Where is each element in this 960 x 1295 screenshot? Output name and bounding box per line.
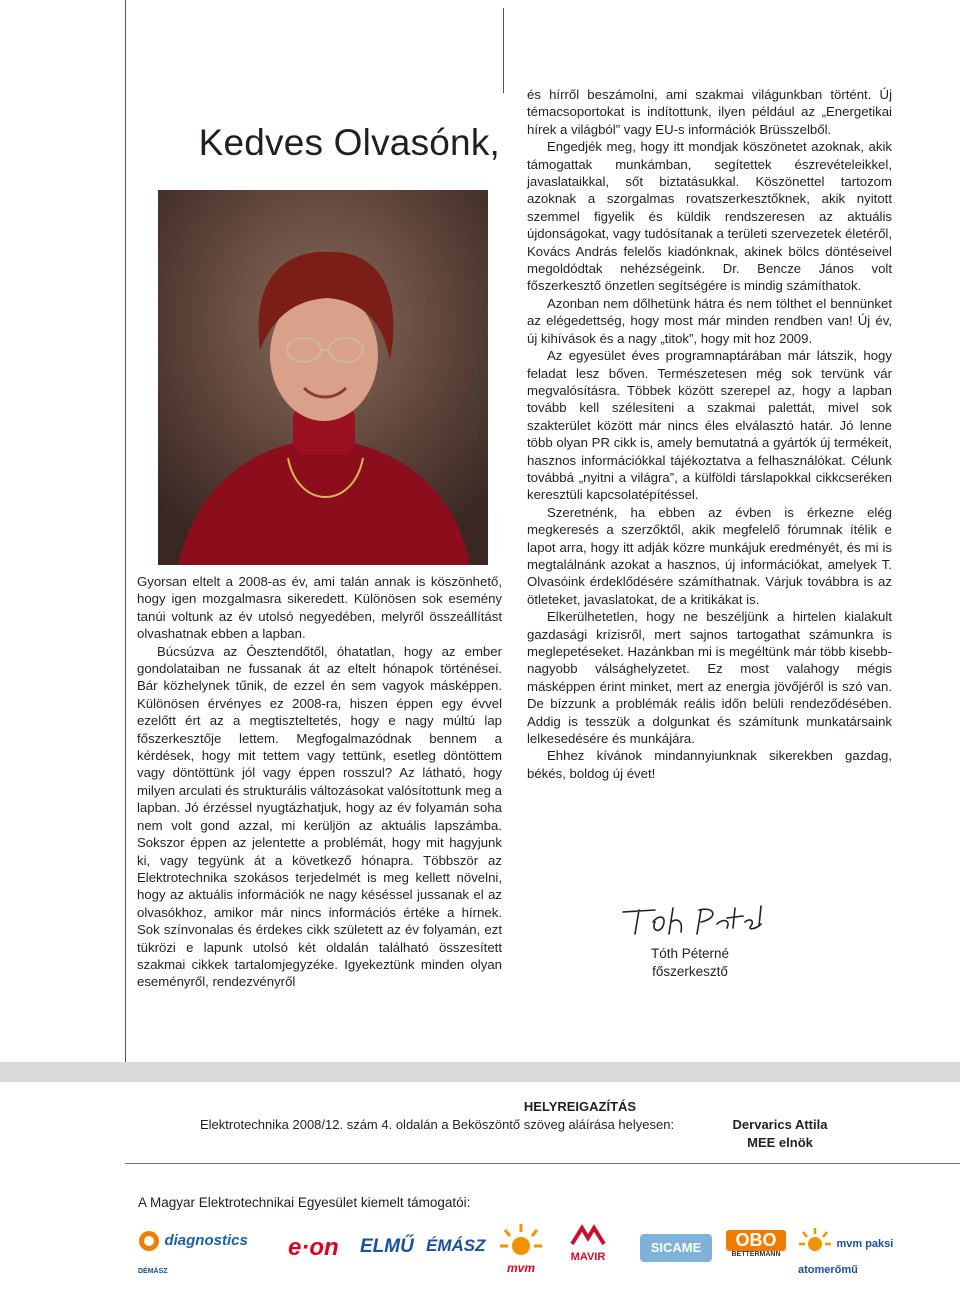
photo-credit: Fotó: szélagnes: [470, 369, 481, 440]
paragraph: Gyorsan eltelt a 2008-as év, ami talán annak is köszönhető, hogy igen mozgalmasra sikeredett. Különösen sok esemény tanúi voltunk az év utolsó negyedében, melyről összeállítást olvashatnak ebben a lapban.: [137, 574, 502, 642]
svg-text:mvm: mvm: [506, 1261, 536, 1275]
obo-logo: OBO BETTERMANN: [726, 1230, 786, 1258]
signature-role: főszerkesztő: [652, 964, 728, 979]
left-text-column: [137, 573, 502, 991]
sponsor-logos: [138, 1222, 950, 1282]
elmu-logo: ELMŰ: [360, 1236, 414, 1257]
column-divider-left: [125, 0, 126, 1062]
mavir-logo: MAVIR: [548, 1224, 628, 1263]
paragraph: Elkerülhetetlen, hogy ne beszéljünk a hirtelen kialakult gazdasági krízisről, mert sajnos tartogathat számunkra is meglepetéseket. Hazánkban mi is megéltünk már több kisebb-nagyobb válsághelyzetet. Ez most valahogy mégis másképpen érint minket, mert az energia jövőjéről is szó van. De bízzunk a problémák reális időn belüli rendeződésében. Addig is tesszük a dolgunkat és számítunk munkatársaink lelkesedésére és munkájára.: [527, 609, 892, 747]
column-divider-middle: [503, 8, 504, 93]
signature-name: Tóth Péterné: [650, 946, 730, 961]
paragraph: és hírről beszámolni, ami szakmai világunkban történt. Új témacsoportokat is indítottunk, ilyen például az „Energetikai hírek a világból” vagy EU-s információk Brüsszelből.: [527, 87, 892, 137]
diagnostics-logo: diagnostics DÉMÁSZ: [138, 1232, 248, 1275]
handwritten-signature: [615, 900, 765, 940]
emasz-logo: ÉMÁSZ: [426, 1236, 486, 1255]
sponsors-label: A Magyar Elektrotechnikai Egyesület kiemelt támogatói:: [138, 1195, 471, 1210]
correction-title: HELYREIGAZÍTÁS: [523, 1099, 637, 1114]
paragraph: Engedjék meg, hogy itt mondjak köszönetet azoknak, akik támogattak munkámban, segítettek észrevételeikkel, javaslataikkal, sőt biztatásukkal. Köszönettel tartozom azoknak a szorgalmas rovatszerkesztőknek, akik nyitott szemmel figyelik és küldik rendszeresen az aktuális újdonságokat, vagy tudósítanak a területi szervezetek életéről, Kovács András felelős kiadónknak, akinek bölcs döntéseivel megoldódtak nehézségeink. Dr. Bencze János volt főszerkesztő önzetlen segítségére is mindig számíthatok.: [527, 139, 892, 294]
paks-logo: mvm paksi atomerőmű: [798, 1226, 948, 1278]
right-text-column: [527, 86, 892, 782]
separator-band: [0, 1062, 960, 1082]
author-portrait-photo: [158, 190, 488, 565]
paragraph: Azonban nem dőlhetünk hátra és nem tölthet el bennünket az elégedettség, hogy most már minden rendben van! Új év, új kihívások és a nagy „titok”, hogy mit hoz 2009.: [527, 295, 892, 346]
mvm-logo: [498, 1222, 544, 1283]
page-title: Kedves Olvasónk,: [198, 122, 500, 163]
paragraph: Ehhez kívánok mindannyiunknak sikerekben gazdag, békés, boldog új évet!: [527, 748, 892, 781]
paragraph: Az egyesület éves programnaptárában már látszik, hogy feladat lesz bőven. Természetesen még sok tervünk vár megvalósításra. Többek között szerepel az, hogy a lapban tovább kell szélesíteni a szakmai palettát, mivel sok szakterület között már nincs éles elválasztó határ. Jó lenne több olyan PR cikk is, amely bemutatná a gyártók új termékeit, hasznos információkkal tájékoztatva a felhasználókat. Célunk továbbá „nyitni a világra”, a külföldi társlapokkal cikkcseréken keresztüli kapcsolatépítéssel.: [527, 348, 892, 503]
sicame-logo: SICAME: [640, 1234, 712, 1262]
paragraph: Szeretnénk, ha ebben az évben is érkezne elég megkeresés a szerzőktől, akik megfelelő fórumnak ítélik e lapot arra, hogy itt adják közre munkájuk eredményét, és mi is megtalálnánk azokat a hasznos, új információkat, amelyek T. Olvasóink érdeklődésére számíthatnak. Várjuk továbbra is az ötleteket, javaslatokat, de a kritikákat is.: [527, 504, 892, 607]
correction-text: Elektrotechnika 2008/12. szám 4. oldalán a Beköszöntő szöveg aláírása helyesen:: [200, 1117, 675, 1132]
divider-line: [125, 1163, 960, 1164]
signature-block: [600, 900, 780, 981]
eon-logo: e·on: [288, 1234, 339, 1261]
correction-notice: [200, 1098, 900, 1152]
correction-signer-role: MEE elnök: [747, 1135, 813, 1150]
paragraph: Búcsúzva az Óesztendőtől, óhatatlan, hogy az ember gondolataiban ne fussanak át az eltelt hónapok történései. Bár közhelynek tűnik, de ezzel én sem vagyok másképpen. Különösen érvényes ez 2008-ra, hiszen éppen egy évvel ezelőtt ért az a megtiszteltetés, hogy e nagy múltú lap főszerkesztője lettem. Megfogalmazódnak bennem a kérdések, hogy mit tettem vagy tettünk, esetleg döntöttem vagy döntöttünk jól vagy éppen rosszul? Az látható, hogy milyen arculati és strukturális változásokat valósítottunk meg a lapban. Jó érzéssel nyugtázhatjuk, hogy az év folyamán soha nem volt gond azzal, mi kerüljön az aktuális lapszámba. Sokszor éppen az jelentette a problémát, hogy mit hagyjunk ki, vagy tegyünk át a következő hónapra. Többször az Elektrotechnika szokásos terjedelmét is meg kellett növelni, hogy az aktuális információk ne nagy késéssel jussanak el az olvasókhoz, amikor már nincs információs értéke a hírnek. Sok színvonalas és érdekes cikk született az év folyamán, ezt tükrözi e lapunk utolsó két oldalán található összesített szakmai cikkek tartalomjegyzéke. Igyekeztünk minden olyan eseményről, rendezvényről: [137, 643, 502, 990]
correction-signer-name: Dervarics Attila: [732, 1117, 828, 1132]
